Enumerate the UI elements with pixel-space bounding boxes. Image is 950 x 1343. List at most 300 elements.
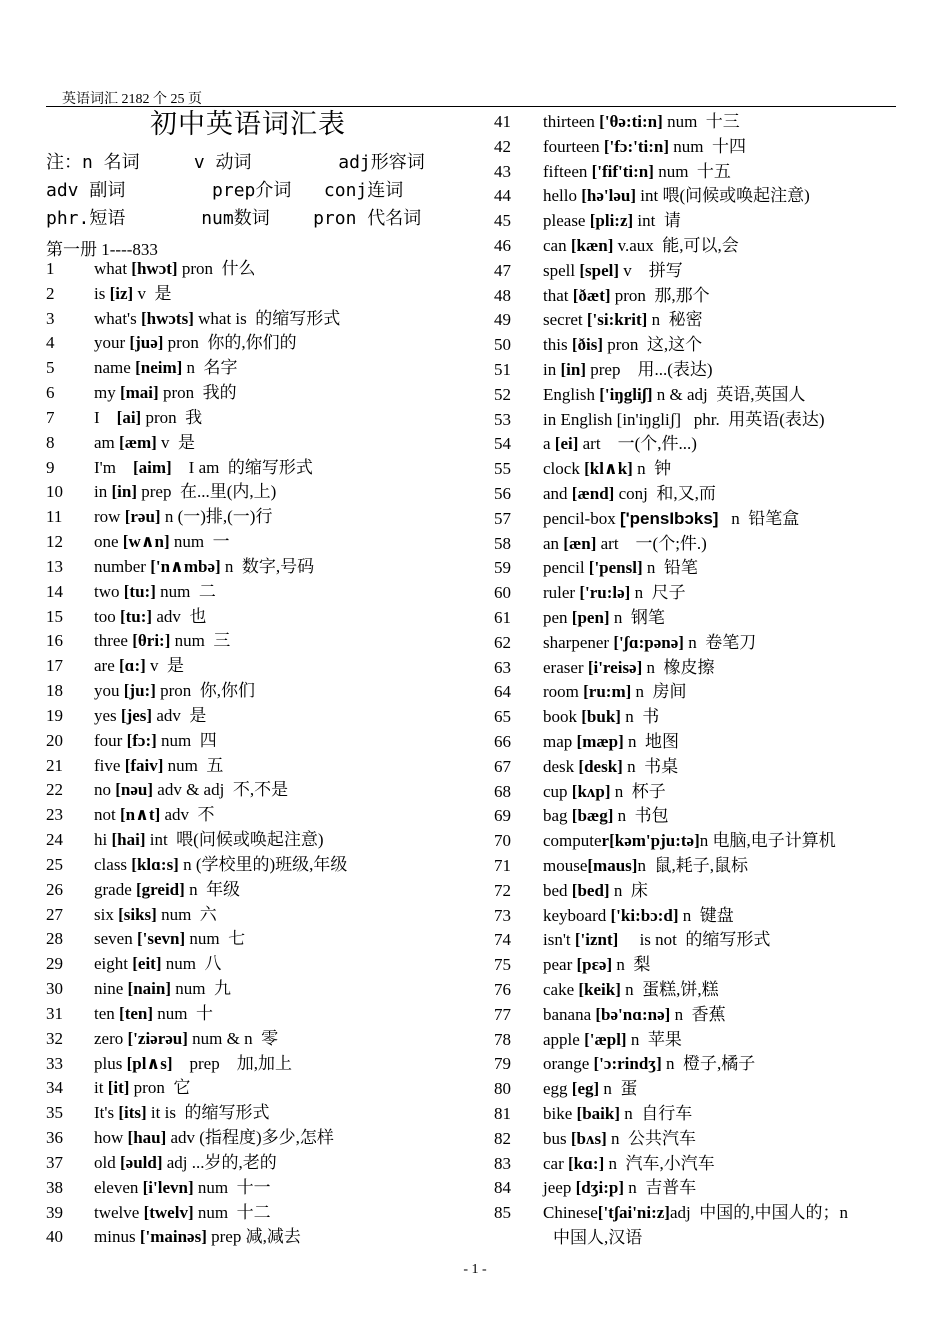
entry-phonetic: [w∧n] xyxy=(122,532,170,552)
entry-word: am xyxy=(94,432,115,452)
entry-word: secret xyxy=(543,310,583,330)
entry-word: plus xyxy=(94,1053,123,1073)
entry-number: 81 xyxy=(494,1104,511,1123)
entry-word: sharpener xyxy=(543,632,610,652)
entry-number: 32 xyxy=(46,1028,63,1048)
entry-number: 37 xyxy=(46,1152,63,1172)
entry-number: 68 xyxy=(494,781,511,801)
entry-phonetic: ['mainəs] xyxy=(139,1227,207,1247)
entry-word: bus xyxy=(543,1128,567,1148)
entry-phonetic: [kɑ:] xyxy=(568,1153,605,1173)
entry-word: mouse xyxy=(543,856,588,875)
entry-definition: num 一 xyxy=(173,532,230,552)
entry-definition: pron 我 xyxy=(145,407,203,427)
entry-word: bag xyxy=(543,806,568,826)
entry-word: your xyxy=(94,333,126,353)
entry-definition: pron 你的,你们的 xyxy=(167,333,297,353)
vocab-entry xyxy=(46,530,476,554)
entry-phonetic: [buk] xyxy=(581,707,621,727)
entry-number: 5 xyxy=(46,358,55,378)
entry-word: a xyxy=(543,434,551,454)
entry-word: two xyxy=(94,581,120,601)
vocab-entry xyxy=(46,629,476,653)
vocab-entry xyxy=(46,704,476,728)
entry-phonetic: ['n∧mbə] xyxy=(150,556,221,576)
vocab-entry xyxy=(494,1102,894,1126)
entry-number: 72 xyxy=(494,880,511,900)
abbreviation-note: adv 副词 prep介词 conj连词 xyxy=(46,180,404,201)
entry-phonetic: [greid] xyxy=(136,879,185,899)
entry-word: class xyxy=(94,854,128,874)
entry-phonetic: [ten] xyxy=(119,1003,154,1023)
entry-phonetic: ['fɔ:'ti:n] xyxy=(603,136,670,156)
vocab-entry xyxy=(494,928,894,952)
entry-definition: n 电脑,电子计算机 xyxy=(699,831,836,851)
vocab-entry xyxy=(494,259,894,283)
entry-phonetic: [n∧t] xyxy=(119,805,161,825)
entry-definition: n (学校里的)班级,年级 xyxy=(183,854,348,874)
vocab-entry xyxy=(494,705,894,729)
entry-phonetic: [spel] xyxy=(579,260,620,280)
entry-phonetic: [maus] xyxy=(587,856,638,875)
entry-number: 38 xyxy=(46,1177,63,1197)
entry-word: thirteen xyxy=(543,112,595,131)
vocab-entry xyxy=(46,1126,476,1150)
entry-number: 78 xyxy=(494,1029,511,1049)
entry-number: 79 xyxy=(494,1054,511,1074)
entry-word: cup xyxy=(543,781,568,801)
entry-phonetic: [ðis] xyxy=(571,335,603,355)
entry-number: 46 xyxy=(494,236,511,255)
vocab-entry xyxy=(46,456,476,480)
entry-definition: art 一(个,件...) xyxy=(582,434,697,454)
entry-word: bed xyxy=(543,880,568,900)
vocab-entry xyxy=(494,110,894,134)
entry-number: 55 xyxy=(494,459,511,479)
entry-number: 36 xyxy=(46,1128,63,1148)
entry-definition: num 七 xyxy=(189,929,246,949)
entry-definition: pron 这,这个 xyxy=(607,335,703,355)
vocab-entry xyxy=(46,1052,476,1076)
entry-word: is xyxy=(94,283,106,303)
entry-definition: n 梨 xyxy=(616,955,651,975)
vocab-entry xyxy=(46,977,476,1001)
entry-definition: pron 那,那个 xyxy=(614,285,710,305)
entry-number: 47 xyxy=(494,260,511,280)
vocab-entry xyxy=(494,333,894,357)
entry-number: 1 xyxy=(46,259,55,278)
vocab-entry xyxy=(46,1201,476,1225)
entry-definition: n 钟 xyxy=(637,459,672,479)
vocab-entry xyxy=(46,803,476,827)
entry-definition: num 六 xyxy=(161,904,217,924)
entry-word: cake xyxy=(543,980,575,999)
entry-phonetic: [kl∧k] xyxy=(584,459,633,479)
entry-number: 71 xyxy=(494,856,511,875)
entry-phonetic: [ai] xyxy=(116,407,142,427)
entry-phonetic: ['iŋgliʃ] xyxy=(599,384,653,404)
vocab-entry xyxy=(46,1176,476,1200)
entry-number: 54 xyxy=(494,434,511,454)
vocab-entry xyxy=(46,1225,476,1249)
entry-number: 10 xyxy=(46,482,63,502)
entry-number: 70 xyxy=(494,831,511,851)
vocab-entry xyxy=(494,953,894,977)
entry-phonetic: [tu:] xyxy=(119,606,153,626)
entry-word: my xyxy=(94,383,116,403)
vocab-entry xyxy=(494,507,894,531)
entry-phonetic: [eit] xyxy=(132,954,162,974)
vocab-entry xyxy=(46,555,476,579)
entry-definition: pron 它 xyxy=(133,1078,191,1098)
entry-word: an xyxy=(543,533,560,553)
vocab-entry xyxy=(46,431,476,455)
entry-word: and xyxy=(543,484,568,503)
entry-phonetic: [pli:z] xyxy=(589,211,634,231)
entry-number: 20 xyxy=(46,730,63,750)
entry-definition: num 十 xyxy=(157,1003,213,1023)
entry-word: in English xyxy=(543,409,613,429)
entry-number: 83 xyxy=(494,1153,511,1173)
vocab-entry xyxy=(46,406,476,430)
entry-number: 9 xyxy=(46,457,55,477)
entry-definition: num 十一 xyxy=(197,1177,271,1197)
entry-phonetic: [in] xyxy=(560,360,586,379)
entry-phonetic: [ænd] xyxy=(571,484,615,503)
entry-phonetic: ['pensl] xyxy=(588,558,643,578)
entry-definition: I am 的缩写形式 xyxy=(175,457,313,477)
entry-number: 52 xyxy=(494,384,511,404)
entry-number: 82 xyxy=(494,1128,511,1148)
entry-number: 76 xyxy=(494,980,511,999)
entry-definition: n 蛋 xyxy=(603,1079,638,1099)
entry-definition: n 数字,号码 xyxy=(224,556,315,576)
vocab-entry xyxy=(46,1002,476,1026)
abbreviation-note: phr.短语 num数词 pron 代名词 xyxy=(46,208,422,229)
entry-number: 64 xyxy=(494,682,511,702)
entry-definition: int 请 xyxy=(637,211,681,231)
entry-number: 65 xyxy=(494,707,511,727)
entry-number: 74 xyxy=(494,930,511,950)
entry-number: 30 xyxy=(46,979,63,999)
entry-phonetic: [in] xyxy=(111,482,137,502)
entry-number: 77 xyxy=(494,1004,511,1024)
entry-definition: adv 是 xyxy=(156,705,207,725)
entry-word: pear xyxy=(543,955,573,975)
entry-number: 40 xyxy=(46,1227,63,1247)
entry-number: 13 xyxy=(46,556,63,576)
entry-phonetic: [hai] xyxy=(111,830,146,850)
entry-definition: adj 中国的,中国人的；n xyxy=(669,1203,848,1223)
vocab-entry xyxy=(494,854,894,878)
entry-number: 26 xyxy=(46,879,63,899)
entry-phonetic: [fɔ:] xyxy=(126,730,157,750)
entry-phonetic: [æm] xyxy=(119,432,157,452)
entry-word: apple xyxy=(543,1029,580,1049)
entry-number: 4 xyxy=(46,333,55,353)
vocab-entry xyxy=(494,358,894,382)
entry-phonetic: [hwɔt] xyxy=(131,259,178,278)
entry-word: egg xyxy=(543,1079,568,1099)
entry-number: 44 xyxy=(494,186,511,206)
vocab-entry xyxy=(494,606,894,630)
entry-word: hello xyxy=(543,186,577,206)
entry-phonetic: [i'levn] xyxy=(142,1177,194,1197)
entry-phonetic: [tu:] xyxy=(123,581,156,601)
entry-number: 29 xyxy=(46,954,63,974)
vocab-entry xyxy=(46,307,476,331)
entry-number: 24 xyxy=(46,830,63,850)
entry-phonetic: [pen] xyxy=(571,608,610,627)
entry-phonetic: r[kəm'pju:tə] xyxy=(601,831,700,851)
entry-word: six xyxy=(94,904,114,924)
entry-word: seven xyxy=(94,929,133,949)
entry-word: yes xyxy=(94,705,117,725)
entry-definition: v 是 xyxy=(150,656,185,676)
entry-number: 7 xyxy=(46,407,55,427)
entry-word: in xyxy=(94,482,108,502)
vocab-entry xyxy=(494,904,894,928)
entry-definition: prep 在...里(内,上) xyxy=(141,482,277,502)
vocab-entry xyxy=(494,1127,894,1151)
entry-definition: n 钢笔 xyxy=(613,608,665,627)
vocab-entry xyxy=(46,257,476,281)
entry-word: eight xyxy=(94,954,128,974)
entry-definition: n 房间 xyxy=(635,682,687,702)
entry-definition: n 苹果 xyxy=(630,1029,682,1049)
vocab-entry xyxy=(494,780,894,804)
entry-number: 35 xyxy=(46,1103,63,1123)
vocab-entry xyxy=(494,804,894,828)
entry-phonetic: [nain] xyxy=(127,979,171,999)
entry-number: 75 xyxy=(494,955,511,975)
entry-number: 62 xyxy=(494,632,511,652)
entry-phonetic: ['ki:bɔ:d] xyxy=(610,905,679,925)
entry-phonetic: [dʒi:p] xyxy=(575,1178,624,1198)
entry-phonetic: [ju:] xyxy=(123,681,156,701)
vocab-entry xyxy=(46,903,476,927)
entry-definition: n 年级 xyxy=(189,879,241,899)
entry-number: 42 xyxy=(494,136,511,156)
page-number: - 1 - xyxy=(463,1262,487,1277)
entry-definition: n 地图 xyxy=(628,732,679,751)
vocab-entry xyxy=(46,729,476,753)
entry-number: 80 xyxy=(494,1079,511,1099)
entry-word: this xyxy=(543,335,568,355)
entry-phonetic: [ei] xyxy=(554,434,579,454)
entry-phonetic: [twelv] xyxy=(143,1202,194,1222)
entry-number: 57 xyxy=(494,508,511,528)
vocab-entry xyxy=(46,356,476,380)
entry-phonetic: [pl∧s] xyxy=(126,1053,173,1073)
entry-number: 61 xyxy=(494,608,511,627)
vocab-entry xyxy=(46,381,476,405)
entry-word: four xyxy=(94,730,123,750)
entry-word: no xyxy=(94,780,111,800)
entry-definition: n 书 xyxy=(625,707,660,727)
entry-definition: conj 和,又,而 xyxy=(618,484,716,503)
entry-number: 60 xyxy=(494,583,511,603)
entry-definition: n 铅笔盒 xyxy=(722,508,800,528)
vocab-entry xyxy=(494,656,894,680)
entry-word: old xyxy=(94,1152,116,1172)
entry-word: isn't xyxy=(543,930,571,950)
vocab-entry xyxy=(494,1152,894,1176)
entry-definition: n 蛋糕,饼,糕 xyxy=(625,980,719,999)
entry-number: 84 xyxy=(494,1178,511,1198)
entry-phonetic: ['iznt] xyxy=(574,930,619,950)
entry-phonetic: [ðæt] xyxy=(572,285,611,305)
entry-number: 49 xyxy=(494,310,511,330)
entry-word: jeep xyxy=(543,1178,572,1198)
entry-phonetic: ['pensIbɔks] xyxy=(619,508,719,528)
entry-number: 58 xyxy=(494,533,511,553)
vocab-entry xyxy=(46,654,476,678)
vocab-entry xyxy=(494,284,894,308)
entry-word: I'm xyxy=(94,457,129,477)
entry-definition: num 八 xyxy=(165,954,222,974)
entry-definition: prep 减,减去 xyxy=(211,1227,301,1247)
entry-word: are xyxy=(94,656,115,676)
entry-word: fourteen xyxy=(543,136,600,156)
entry-definition: prep 加,加上 xyxy=(176,1053,292,1073)
entry-definition: num 九 xyxy=(175,979,231,999)
entry-word: pen xyxy=(543,608,568,627)
entry-definition: num 四 xyxy=(161,730,217,750)
entry-number: 21 xyxy=(46,755,63,775)
vocab-entry xyxy=(494,556,894,580)
vocab-entry xyxy=(494,1176,894,1200)
entry-number: 73 xyxy=(494,905,511,925)
vocab-entry xyxy=(46,927,476,951)
entry-phonetic: ['sevn] xyxy=(136,929,186,949)
entry-number: 22 xyxy=(46,780,63,800)
vocab-entry xyxy=(494,532,894,556)
entry-phonetic: [desk] xyxy=(578,756,623,776)
vocab-entry xyxy=(494,457,894,481)
entry-word: in xyxy=(543,360,557,379)
entry-number: 67 xyxy=(494,756,511,776)
entry-number: 11 xyxy=(46,507,63,527)
vocab-entry xyxy=(46,1101,476,1125)
entry-word: pencil xyxy=(543,558,585,578)
vocab-entry xyxy=(46,778,476,802)
entry-definition: adv (指程度)多少,怎样 xyxy=(170,1128,334,1148)
entry-definition: pron 我的 xyxy=(162,383,237,403)
entry-word: hi xyxy=(94,830,108,850)
vocab-entry xyxy=(46,480,476,504)
entry-definition: v 是 xyxy=(137,283,172,303)
entry-word: twelve xyxy=(94,1202,140,1222)
entry-phonetic: [bʌs] xyxy=(570,1128,607,1148)
vocab-entry xyxy=(46,878,476,902)
entry-word: ruler xyxy=(543,583,576,603)
vocab-entry xyxy=(494,184,894,208)
entry-word: keyboard xyxy=(543,905,607,925)
entry-number: 17 xyxy=(46,656,63,676)
entry-word: pencil-box xyxy=(543,508,616,528)
vocab-entry xyxy=(494,978,894,1002)
entry-phonetic: [neim] xyxy=(135,358,183,378)
entry-definition: n 尺子 xyxy=(634,583,686,603)
entry-definition: n 卷笔刀 xyxy=(688,632,757,652)
entry-definition: phr. 用英语(表达) xyxy=(685,409,825,429)
entry-definition: n 键盘 xyxy=(682,905,734,925)
vocab-entry xyxy=(494,383,894,407)
entry-definition: adj ...岁的,老的 xyxy=(166,1152,277,1172)
entry-word: desk xyxy=(543,756,575,776)
entry-phonetic: [aim] xyxy=(132,457,172,477)
entry-word: eraser xyxy=(543,657,584,677)
entry-number: 85 xyxy=(494,1203,511,1223)
entry-word: room xyxy=(543,682,579,702)
entry-phonetic: [it] xyxy=(107,1078,130,1098)
entry-word: ten xyxy=(94,1003,115,1023)
vocab-entry xyxy=(46,505,476,529)
entry-phonetic: [æn] xyxy=(563,533,597,553)
entry-word: orange xyxy=(543,1054,590,1074)
entry-definition: n 书包 xyxy=(617,806,669,826)
vocab-entry xyxy=(494,829,894,853)
entry-phonetic: [hə'ləu] xyxy=(581,186,637,206)
entry-phonetic: [ɑ:] xyxy=(119,656,146,676)
entry-word: that xyxy=(543,285,569,305)
entry-phonetic: ['tʃai'ni:z] xyxy=(597,1203,670,1223)
entry-definition: n 香蕉 xyxy=(674,1004,726,1024)
vocab-entry xyxy=(494,234,894,258)
vocab-entry xyxy=(494,408,894,432)
entry-number: 16 xyxy=(46,631,63,651)
entry-definition: num 三 xyxy=(174,631,231,651)
entry-word: bike xyxy=(543,1104,573,1123)
entry-number: 27 xyxy=(46,904,63,924)
entry-number: 12 xyxy=(46,532,63,552)
entry-phonetic: [in'iŋgliʃ] xyxy=(616,409,682,429)
entry-phonetic: [ru:m] xyxy=(583,682,632,702)
page-title: 初中英语词汇表 xyxy=(150,109,346,139)
entry-number: 19 xyxy=(46,705,63,725)
entry-word: it xyxy=(94,1078,104,1098)
entry-phonetic: [jes] xyxy=(120,705,153,725)
entry-definition: num 十三 xyxy=(667,112,740,131)
entry-word: eleven xyxy=(94,1177,139,1197)
document-info: 英语词汇 2182 个 25 页 xyxy=(62,92,202,107)
vocab-entry xyxy=(494,482,894,506)
entry-definition: n 名字 xyxy=(186,358,238,378)
entry-phonetic: ['ru:lə] xyxy=(579,583,631,603)
entry-word: you xyxy=(94,681,120,701)
entry-number: 50 xyxy=(494,335,511,355)
entry-number: 43 xyxy=(494,161,511,181)
entry-number: 14 xyxy=(46,581,63,601)
entry-definition: num & n 零 xyxy=(192,1028,279,1048)
entry-number: 45 xyxy=(494,211,511,231)
entry-word: not xyxy=(94,805,116,825)
entry-phonetic: [kʌp] xyxy=(571,781,611,801)
entry-word: map xyxy=(543,732,573,751)
entry-word: one xyxy=(94,532,119,552)
entry-phonetic: [iz] xyxy=(109,283,134,303)
entry-definition: n 书桌 xyxy=(627,756,679,776)
entry-word: what xyxy=(94,259,128,278)
vocab-entry xyxy=(46,853,476,877)
vocab-entry xyxy=(46,282,476,306)
vocab-entry xyxy=(494,755,894,779)
entry-number: 25 xyxy=(46,854,63,874)
vocab-entry xyxy=(46,828,476,852)
entry-phonetic: ['si:krit] xyxy=(586,310,648,330)
entry-phonetic: [bæg] xyxy=(571,806,614,826)
